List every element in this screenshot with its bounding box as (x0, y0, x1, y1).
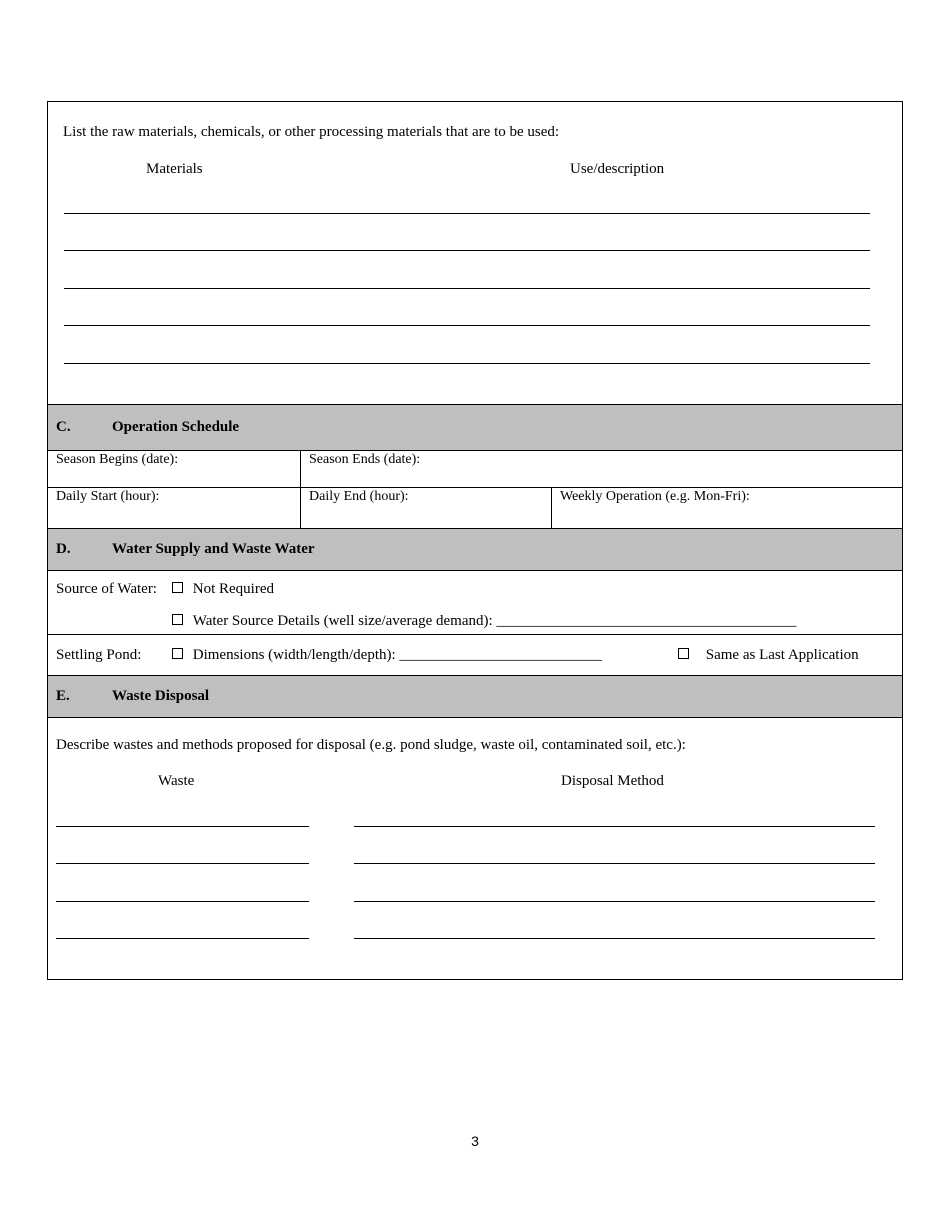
materials-entry-line[interactable] (64, 363, 870, 364)
section-c-header (48, 405, 902, 450)
same-as-last-label: Same as Last Application (705, 647, 859, 663)
settling-pond-label: Settling Pond: (56, 647, 142, 663)
waste-column-header: Waste (158, 773, 195, 789)
cell-divider (300, 450, 301, 528)
materials-entry-line[interactable] (64, 325, 870, 326)
source-of-water-label: Source of Water: (56, 581, 157, 597)
divider (48, 717, 902, 718)
page-number: 3 (471, 1133, 479, 1149)
divider (48, 634, 902, 635)
section-e-header (48, 676, 902, 717)
dimensions-label: Dimensions (width/length/depth): ___________________________ (192, 647, 602, 663)
disposal-entry-line[interactable] (354, 901, 875, 902)
water-source-details-checkbox[interactable] (172, 614, 183, 625)
water-source-details-option[interactable] (172, 613, 796, 630)
materials-entry-line[interactable] (64, 213, 870, 214)
materials-instruction: List the raw materials, chemicals, or other processing materials that are to be used: (63, 124, 560, 140)
dimensions-checkbox[interactable] (172, 648, 183, 659)
season-ends-label: Season Ends (date): (309, 452, 421, 467)
waste-entry-line[interactable] (56, 901, 309, 902)
disposal-entry-line[interactable] (354, 938, 875, 939)
form-frame (47, 101, 903, 980)
use-description-column-header: Use/description (570, 161, 665, 177)
materials-entry-line[interactable] (64, 288, 870, 289)
divider (48, 487, 902, 488)
waste-entry-line[interactable] (56, 826, 309, 827)
section-e-letter: E. (56, 688, 70, 704)
divider (48, 570, 902, 571)
dimensions-option[interactable] (172, 647, 602, 664)
section-e-title: Waste Disposal (112, 688, 210, 704)
materials-column-header: Materials (146, 161, 203, 177)
weekly-operation-label: Weekly Operation (e.g. Mon-Fri): (560, 489, 750, 504)
section-c-letter: C. (56, 419, 71, 435)
section-d-letter: D. (56, 541, 71, 557)
materials-entry-line[interactable] (64, 250, 870, 251)
daily-start-label: Daily Start (hour): (56, 489, 160, 504)
cell-divider (551, 487, 552, 528)
disposal-entry-line[interactable] (354, 826, 875, 827)
waste-entry-line[interactable] (56, 938, 309, 939)
section-c-title: Operation Schedule (112, 419, 240, 435)
not-required-label: Not Required (192, 581, 274, 597)
section-d-title: Water Supply and Waste Water (112, 541, 315, 557)
daily-end-label: Daily End (hour): (309, 489, 409, 504)
waste-instruction: Describe wastes and methods proposed for disposal (e.g. pond sludge, waste oil, contaminated soil, etc.): (56, 737, 686, 753)
season-begins-label: Season Begins (date): (56, 452, 179, 467)
not-required-checkbox[interactable] (172, 582, 183, 593)
same-as-last-option[interactable] (678, 647, 859, 664)
disposal-entry-line[interactable] (354, 863, 875, 864)
section-d-header (48, 529, 902, 570)
waste-entry-line[interactable] (56, 863, 309, 864)
disposal-method-column-header: Disposal Method (561, 773, 664, 789)
divider (48, 450, 902, 451)
not-required-option[interactable] (172, 581, 274, 598)
same-as-last-checkbox[interactable] (678, 648, 689, 659)
water-source-details-label: Water Source Details (well size/average demand): ________________________________________ (192, 613, 797, 629)
